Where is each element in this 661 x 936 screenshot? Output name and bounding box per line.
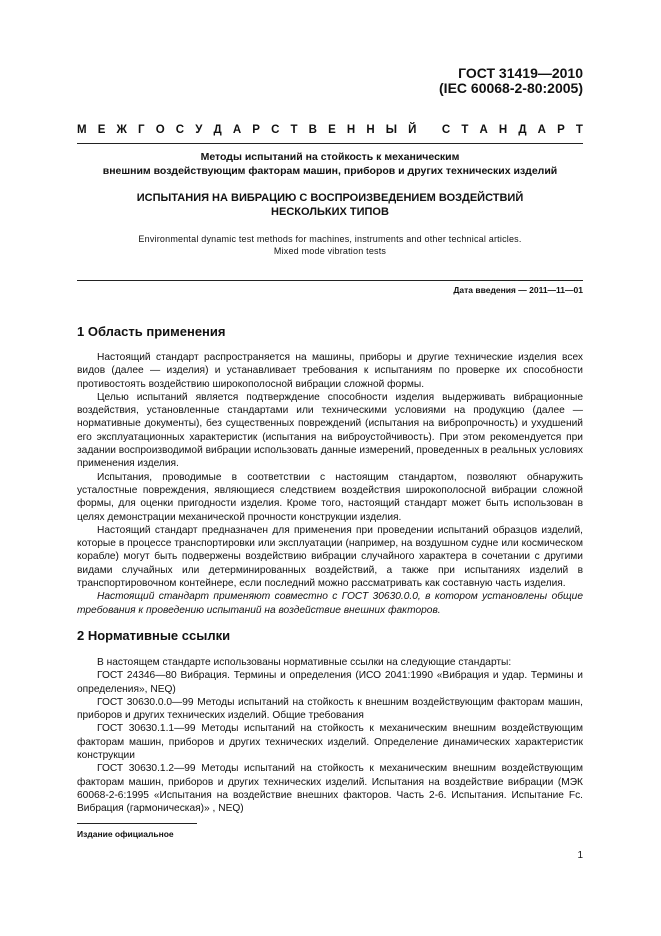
- date-of-introduction: Дата введения — 2011—11—01: [453, 285, 583, 295]
- paragraph: Испытания, проводимые в соответствии с настоящим стандартом, позволяют обнаружить усталостные повреждения, являющиеся следствием воздействия широкополосной вибрации сложной формы, для оценки пригодности изделия. Кроме того, настоящий стандарт может быть использован в целях демонстрации механической прочности конструкции изделия.: [77, 471, 583, 523]
- reference-item: ГОСТ 24346—80 Вибрация. Термины и определения (ИСО 2041:1990 «Вибрация и удар. Термины и определения», NEQ): [77, 670, 583, 695]
- english-title-line-2: Mixed mode vibration tests: [273, 246, 387, 256]
- heading-letter: Е: [97, 124, 106, 136]
- paragraph: Целью испытаний является подтверждение способности изделия выдерживать вибрационные воздействия, установленные стандартами или техническими условиями на продукцию (далее — нормативные документы), без существенных повреждений (испытания на вибропрочность) и ухудшений его эксплуатационных характеристик (испытания на виброустойчивость). При этом рекомендуется при задании воспроизводимой вибрации использовать данные измерений, проведенных в реальных условиях применения изделия.: [77, 391, 583, 470]
- heading-letter: Р: [557, 124, 565, 136]
- reference-item: ГОСТ 30630.1.2—99 Методы испытаний на стойкость к механическим внешним воздействующим факторам машин, приборов и других технических изделий. Испытания на воздействие вибрации (МЭК 60068-2-6:1995 «Испытания на воздействие внешних факторов. Часть 2-6. Испытания. Испытание Fc. Вибрация (гармоническая)» , NEQ): [77, 763, 583, 815]
- heading-letter: Й: [408, 124, 417, 136]
- title-line-2: НЕСКОЛЬКИХ ТИПОВ: [271, 206, 389, 218]
- heading-letter: Т: [290, 124, 298, 136]
- page-number: 1: [577, 850, 583, 861]
- reference-item: ГОСТ 30630.0.0—99 Методы испытаний на стойкость к внешним воздействующим факторам машин, приборов и других технических изделий. Общие требования: [77, 696, 583, 722]
- heading-letter: Т: [461, 124, 469, 136]
- heading-letter: Д: [518, 124, 527, 136]
- iec-number: (IEC 60068-2-80:2005): [439, 80, 583, 96]
- subtitle-line-1: Методы испытаний на стойкость к механическим: [200, 151, 460, 163]
- english-title-line-1: Environmental dynamic test methods for machines, instruments and other technical articles.: [138, 234, 522, 244]
- heading-letter: Р: [252, 124, 260, 136]
- heading-letter: Е: [328, 124, 336, 136]
- heading-letter: Ж: [116, 124, 127, 136]
- heading-letter: Н: [498, 124, 508, 136]
- heading-letter: Г: [138, 124, 145, 136]
- heading-letter: А: [537, 124, 546, 136]
- paragraph: Настоящий стандарт распространяется на машины, приборы и другие технические изделия всех видов (далее — изделия) и устанавливает требования к испытаниям по проверке их способности противостоять воздействию широкополосной вибрации сложной формы.: [77, 352, 583, 390]
- italic-paragraph: Настоящий стандарт применяют совместно с ГОСТ 30630.0.0, в котором установлены общие требования к проведению испытаний на воздействие внешних факторов.: [77, 591, 583, 616]
- reference-item: ГОСТ 30630.1.1—99 Методы испытаний на стойкость к механическим внешним воздействующим факторам машин, приборов и других технических изделий. Определение динамических характеристик конструкции: [77, 723, 583, 762]
- heading-letter: [428, 124, 431, 136]
- heading-letter: С: [175, 124, 185, 136]
- heading-letter: У: [195, 124, 203, 136]
- heading-letter: Н: [366, 124, 375, 136]
- paragraph: Настоящий стандарт предназначен для применения при проведении испытаний образцов изделий, которые в процессе транспортировки или эксплуатации (например, на воздушном судне или космическом корабле) могут быть подвержены воздействию вибрации случайного характера в сочетании с другими видами случайных или детерминированных воздействий, а также при испытаниях изделий в транспортировочном контейнере, если последний можно рассматривать как составную часть изделия.: [77, 524, 583, 590]
- heading-letter: С: [271, 124, 280, 136]
- heading-letter: М: [77, 124, 87, 136]
- interstate-standard-heading: [77, 124, 583, 136]
- section-2-heading: 2 Нормативные ссылки: [77, 628, 231, 643]
- section-1-body: [77, 351, 583, 617]
- heading-letter: А: [479, 124, 488, 136]
- section-1-heading: 1 Область применения: [77, 324, 226, 339]
- subtitle-line-2: внешним воздействующим факторам машин, приборов и других технических изделий: [102, 165, 558, 177]
- date-rule: [77, 280, 583, 281]
- standard-title: [77, 191, 583, 219]
- heading-letter: Д: [213, 124, 222, 136]
- standard-subtitle: [77, 150, 583, 178]
- title-line-1: ИСПЫТАНИЯ НА ВИБРАЦИЮ С ВОСПРОИЗВЕДЕНИЕМ ВОЗДЕЙСТВИЙ: [136, 192, 524, 204]
- paragraph: В настоящем стандарте использованы нормативные ссылки на следующие стандарты:: [97, 657, 512, 668]
- standard-number-block: [439, 66, 583, 96]
- gost-number: ГОСТ 31419—2010: [458, 65, 583, 81]
- heading-letter: Ы: [385, 124, 398, 136]
- heading-letter: Н: [346, 124, 356, 136]
- heading-letter: В: [308, 124, 317, 136]
- heading-letter: С: [441, 124, 451, 136]
- official-edition: Издание официальное: [77, 829, 174, 839]
- heading-letter: О: [155, 124, 165, 136]
- heading-letter: Т: [575, 124, 583, 136]
- heading-letter: А: [232, 124, 242, 136]
- header-rule: [77, 143, 583, 144]
- footer-rule: [77, 823, 197, 824]
- section-2-body: [77, 656, 583, 816]
- english-title: [77, 233, 583, 257]
